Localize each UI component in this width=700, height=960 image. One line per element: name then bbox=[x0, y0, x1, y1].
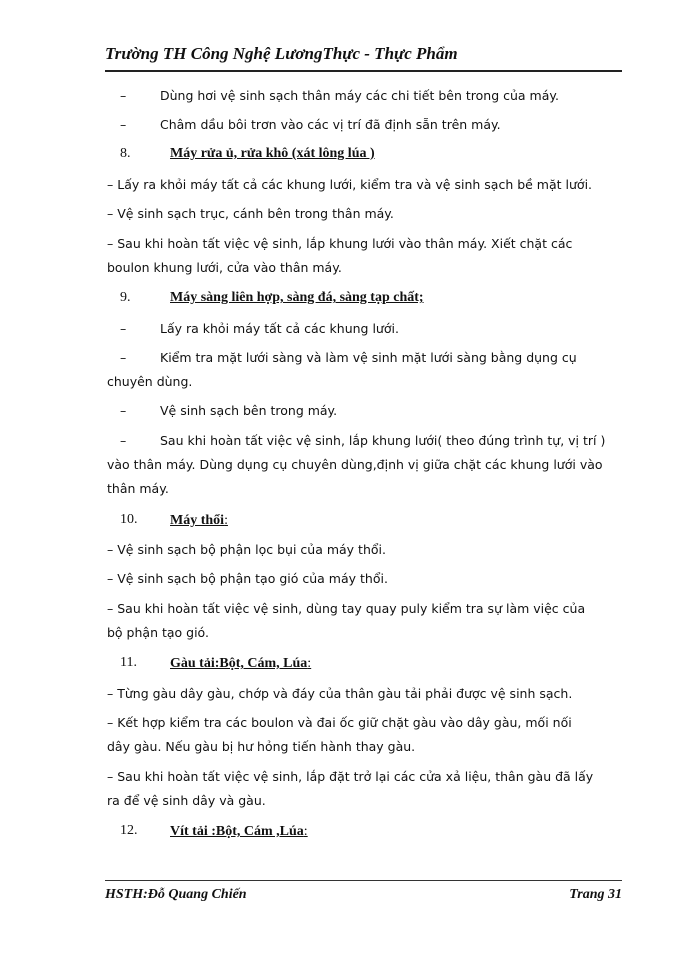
bullet-dash: – bbox=[120, 433, 127, 448]
text-line: chuyên dùng. bbox=[107, 374, 193, 389]
heading-number: 8. bbox=[120, 146, 131, 161]
bullet-dash: – bbox=[120, 117, 127, 132]
bullet-dash: – bbox=[120, 350, 127, 365]
footer-page-number: Trang 31 bbox=[569, 887, 622, 902]
text-line: ra để vệ sinh dây và gàu. bbox=[107, 793, 266, 808]
text-line: – Từng gàu dây gàu, chớp và đáy của thân gàu tải phải được vệ sinh sạch. bbox=[107, 686, 573, 701]
heading-number: 9. bbox=[120, 290, 131, 305]
text-line: – Sau khi hoàn tất việc vệ sinh, lắp khung lưới vào thân máy. Xiết chặt các bbox=[107, 236, 573, 251]
text-line: Châm dầu bôi trơn vào các vị trí đã định sẵn trên máy. bbox=[160, 117, 501, 132]
heading-number: 12. bbox=[120, 823, 138, 838]
heading-title: Máy sàng liên hợp, sàng đá, sàng tạp chất; bbox=[170, 290, 424, 305]
text-line: vào thân máy. Dùng dụng cụ chuyên dùng,định vị giữa chặt các khung lưới vào bbox=[107, 457, 603, 472]
header-title: Trường TH Công Nghệ LươngThực - Thực Phẩm bbox=[105, 44, 458, 63]
page-footer bbox=[105, 880, 622, 905]
heading-wrapper bbox=[170, 512, 228, 529]
text-line: Sau khi hoàn tất việc vệ sinh, lắp khung lưới( theo đúng trình tự, vị trí ) bbox=[160, 433, 606, 448]
heading-colon: : bbox=[224, 513, 228, 528]
text-line: – Vệ sinh sạch bộ phận tạo gió của máy thổi. bbox=[107, 571, 388, 586]
text-line: Vệ sinh sạch bên trong máy. bbox=[160, 403, 338, 418]
text-line: – Kết hợp kiểm tra các boulon và đai ốc giữ chặt gàu vào dây gàu, mối nối bbox=[107, 715, 572, 730]
text-line: – Vệ sinh sạch bộ phận lọc bụi của máy thổi. bbox=[107, 542, 386, 557]
heading-title: Máy rửa ủ, rửa khô (xát lông lúa ) bbox=[170, 146, 375, 161]
footer-author: HSTH:Đỗ Quang Chiến bbox=[105, 887, 247, 902]
text-line: dây gàu. Nếu gàu bị hư hỏng tiến hành thay gàu. bbox=[107, 739, 416, 754]
text-line: – Lấy ra khỏi máy tất cả các khung lưới, kiểm tra và vệ sinh sạch bề mặt lưới. bbox=[107, 177, 593, 192]
text-line: Kiểm tra mặt lưới sàng và làm vệ sinh mặt lưới sàng bằng dụng cụ bbox=[160, 350, 577, 365]
text-line: – Vệ sinh sạch trục, cánh bên trong thân máy. bbox=[107, 206, 394, 221]
heading-colon: : bbox=[303, 824, 308, 839]
heading-number: 11. bbox=[120, 655, 137, 670]
bullet-dash: – bbox=[120, 321, 127, 336]
bullet-dash: – bbox=[120, 88, 127, 103]
text-line: thân máy. bbox=[107, 481, 169, 496]
heading-title: Gàu tải:Bột, Cám, Lúa bbox=[170, 656, 308, 671]
text-line: bộ phận tạo gió. bbox=[107, 625, 209, 640]
text-line: – Sau khi hoàn tất việc vệ sinh, dùng tay quay puly kiểm tra sự làm việc của bbox=[107, 601, 586, 616]
heading-title: Máy thổi bbox=[170, 513, 225, 528]
heading-wrapper bbox=[170, 823, 308, 840]
bullet-dash: – bbox=[120, 403, 127, 418]
heading-wrapper bbox=[170, 655, 311, 672]
text-line: Dùng hơi vệ sinh sạch thân máy các chi tiết bên trong của máy. bbox=[160, 88, 559, 103]
heading-number: 10. bbox=[120, 512, 138, 527]
page-header bbox=[105, 42, 622, 72]
text-line: boulon khung lưới, cửa vào thân máy. bbox=[107, 260, 342, 275]
heading-title: Vít tải :Bột, Cám ,Lúa bbox=[170, 824, 304, 839]
text-line: – Sau khi hoàn tất việc vệ sinh, lắp đặt trở lại các cửa xả liệu, thân gàu đã lấy bbox=[107, 769, 594, 784]
heading-colon: : bbox=[307, 656, 312, 671]
text-line: Lấy ra khỏi máy tất cả các khung lưới. bbox=[160, 321, 399, 336]
